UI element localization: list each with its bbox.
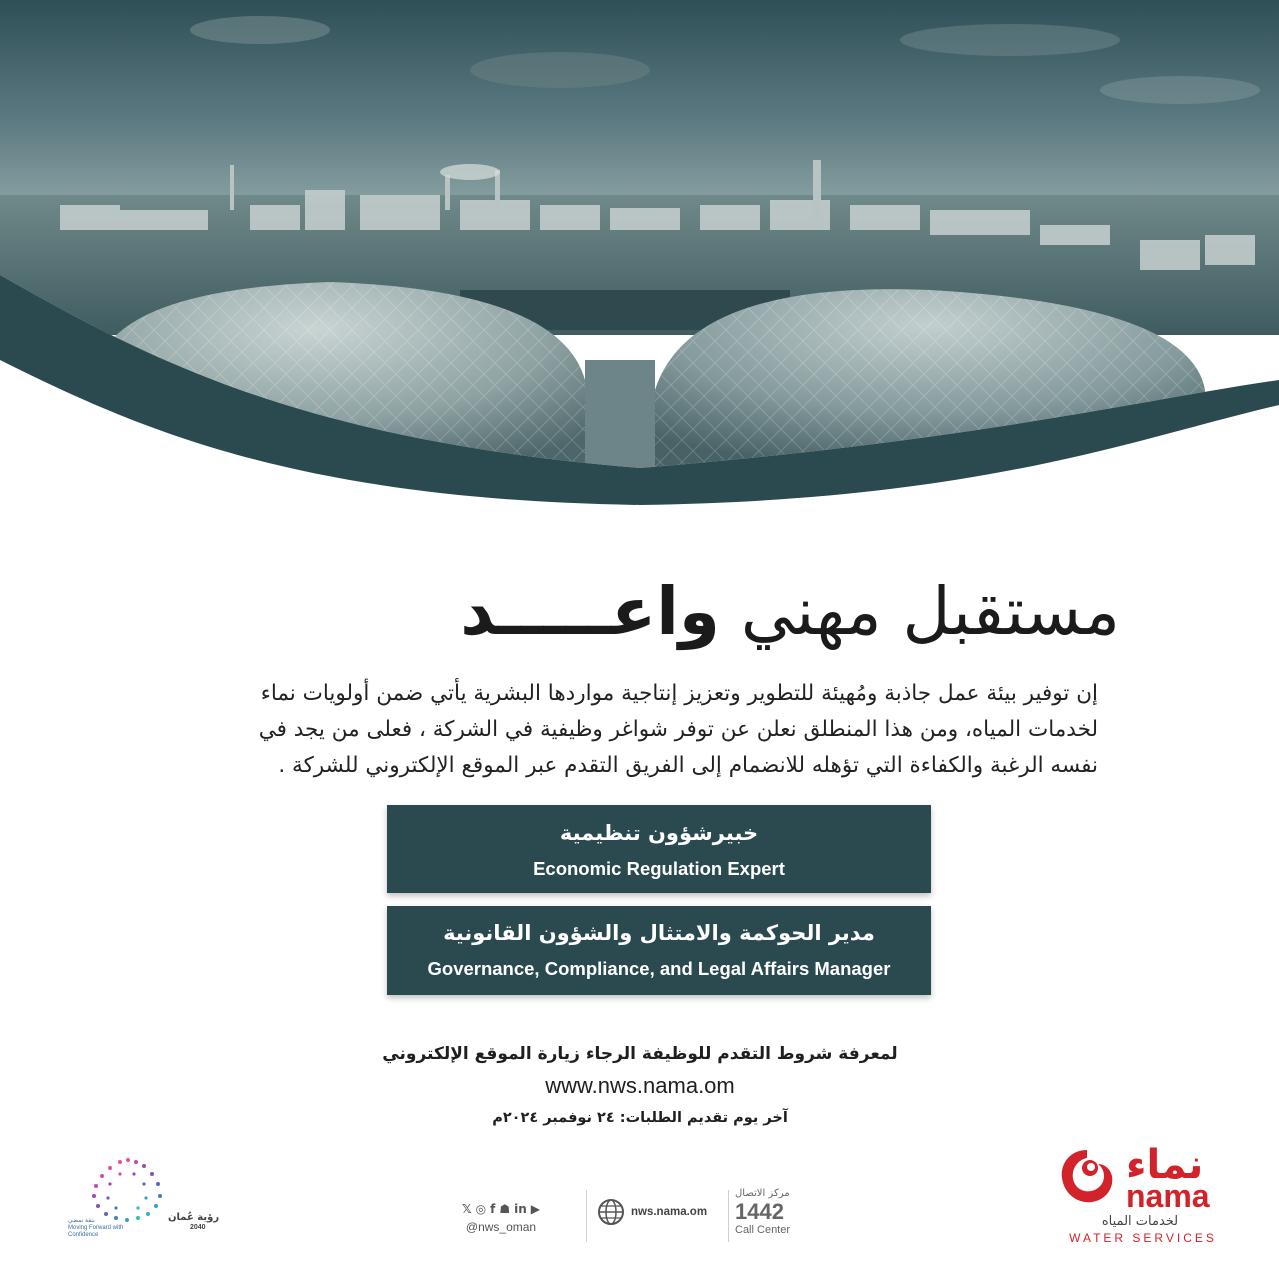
deadline-text: آخر يوم تقديم الطلبات: ٢٤ نوفمبر ٢٠٢٤م: [492, 1110, 788, 1126]
call-center-number[interactable]: 1442: [735, 1199, 784, 1224]
social-handle[interactable]: @nws_oman: [465, 1220, 537, 1234]
job-title-ar: مدير الحوكمة والامتثال والشؤون القانونية: [443, 921, 875, 945]
footer-website[interactable]: [597, 1198, 727, 1228]
vision-tagline: [68, 1218, 148, 1239]
page-title: [190, 572, 1120, 652]
footer-divider: [586, 1190, 587, 1242]
footer-website-text[interactable]: nws.nama.om: [631, 1206, 708, 1218]
brand-name-en: nama: [1126, 1178, 1210, 1214]
vision-tag-en: Moving Forward with Confidence: [68, 1225, 124, 1238]
social-media: [436, 1200, 566, 1240]
job-title-en: Governance, Compliance, and Legal Affairs Manager: [427, 958, 891, 979]
instagram-icon[interactable]: ◎: [475, 1202, 487, 1216]
footer-divider: [728, 1190, 729, 1242]
vision-title-ar: رؤية عُمان: [168, 1212, 220, 1223]
nama-logo: [1050, 1140, 1230, 1250]
nama-swirl-icon: [1056, 1146, 1118, 1208]
website-link[interactable]: www.nws.nama.om: [545, 1073, 735, 1098]
apply-instruction: لمعرفة شروط التقدم للوظيفة الرجاء زيارة الموقع الإلكتروني: [382, 1044, 898, 1064]
snapchat-icon[interactable]: ☗: [499, 1202, 511, 1216]
job-title-ar: خبيرشؤون تنظيمية: [559, 821, 759, 845]
vision-tag-ar: بثقة نمضي: [68, 1218, 95, 1224]
industrial-plant-photo: [0, 0, 1279, 520]
oman-vision-logo: [70, 1150, 220, 1242]
facebook-icon[interactable]: f: [490, 1202, 496, 1216]
intro-line: لخدمات المياه، ومن هذا المنطلق نعلن عن توفر شواغر وظيفية في الشركة ، فعلى من يجد في: [258, 717, 1098, 742]
x-icon[interactable]: 𝕏: [461, 1202, 472, 1216]
intro-line: إن توفير بيئة عمل جاذبة ومُهيئة للتطوير وتعزيز إنتاجية مواردها البشرية يأتي ضمن أولويات نماء: [260, 681, 1098, 706]
call-center[interactable]: [735, 1188, 815, 1244]
call-center-label-ar: مركز الاتصال: [735, 1188, 790, 1199]
social-icons: [436, 1200, 566, 1218]
intro-line: نفسه الرغبة والكفاءة التي تؤهله للانضمام إلى الفريق التقدم عبر الموقع الإلكتروني للشركة .: [278, 753, 1098, 778]
brand-subtitle-en: WATER SERVICES: [1069, 1231, 1217, 1245]
title-light: مستقبل مهني: [740, 573, 1120, 650]
brand-name-ar: نماء: [1126, 1142, 1204, 1188]
call-center-label-en: Call Center: [735, 1224, 791, 1236]
job-title-en: Economic Regulation Expert: [533, 858, 785, 879]
job-card-governance-manager[interactable]: [387, 906, 931, 995]
vision-year: 2040: [190, 1224, 206, 1231]
title-bold: واعـــــد: [460, 573, 720, 650]
intro-paragraph: [190, 676, 1098, 784]
globe-icon: [597, 1198, 625, 1226]
brand-subtitle-ar: لخدمات المياه: [1101, 1214, 1179, 1229]
job-card-economic-regulation[interactable]: [387, 805, 931, 893]
linkedin-icon[interactable]: in: [514, 1202, 527, 1216]
hero-image: [0, 0, 1279, 520]
youtube-icon[interactable]: ▶: [530, 1202, 541, 1216]
